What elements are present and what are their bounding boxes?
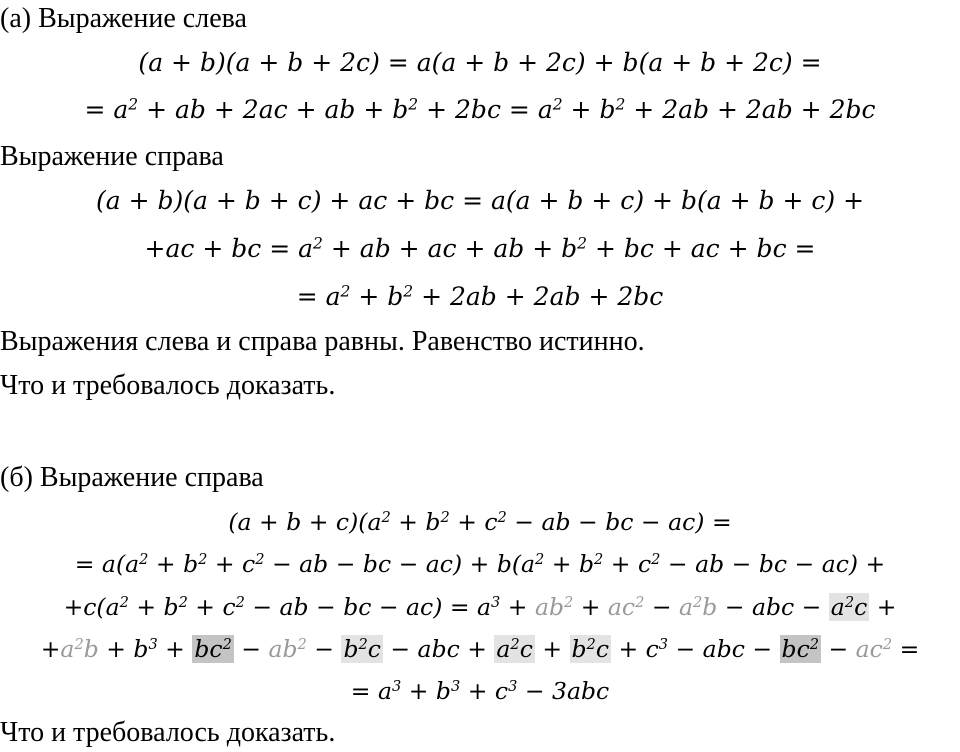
- part-a-qed: Что и требовалось доказать.: [0, 370, 336, 401]
- part-b-line-3: $+c(a^2 + b^2 + c^2$ − ab − bc − $ac) = a^3 + ab^2 + ac^2 - a^2b$ − abc − $a^2c$ +: [63, 593, 897, 621]
- cancelled-term-ac2-2: $ac^2$: [855, 635, 893, 663]
- highlighted-term-b2c: $b^2c$: [343, 635, 381, 663]
- highlighted-term-a2c-2: $a^2c$: [496, 635, 533, 663]
- cancelled-term-ab2: $ab^2$: [534, 593, 574, 621]
- cancelled-term-ab2-2: $ab^2$: [268, 635, 307, 663]
- line-3-prefix: $+c(a^2 + b^2 + c^2$ − ab − bc − $ac) = a^3$ +: [63, 593, 535, 621]
- cancelled-term-ac2: $ac^2$: [607, 593, 645, 621]
- part-a-right-line-1: (a + b)(a + b + c) + ac + bc = a(a + b + c) + b(a + b + c) +: [95, 186, 865, 215]
- part-a-conclusion: Выражения слева и справа равны. Равенство истинно.: [0, 326, 645, 357]
- part-a-left-line-1: (a + b)(a + b + 2c) = a(a + b + 2c) + b(a + b + 2c) =: [138, 48, 822, 77]
- highlighted-term-a2c: $a^2c$: [830, 593, 868, 621]
- part-b-line-1: $(a + b + c)(a^2 + b^2 + c^2$ − ab − bc − ac) =: [228, 508, 732, 536]
- highlighted-term-bc2-2: $bc^2$: [781, 635, 820, 663]
- highlighted-term-bc2: $bc^2$: [194, 635, 232, 663]
- part-b-line-4: $+a^2b + b^3 + bc^2 - ab^2 - b^2c$ − abc + $a^2c + b^2c + c^3$ − abc − $bc^2 - ac^2$ =: [40, 635, 920, 663]
- cancelled-term-a2b-2: $a^2b$: [60, 635, 99, 663]
- part-a-heading: (а) Выражение слева: [0, 3, 247, 34]
- highlighted-term-b2c-2: $b^2c$: [571, 635, 609, 663]
- cancelled-term-a2b: $a^2b$: [678, 593, 718, 621]
- part-a-left-line-2: = $a^2$ + ab + 2ac + ab + $b^2 + 2bc = a^2 + b^2 + 2ab + 2ab + 2bc$: [84, 95, 876, 124]
- part-b-line-5: = $a^3 + b^3 + c^3 - 3abc$: [350, 677, 610, 705]
- part-a-right-heading: Выражение справа: [0, 141, 224, 172]
- part-a-right-line-3: = $a^2 + b^2 + 2ab + 2ab + 2bc$: [296, 282, 664, 311]
- part-b-qed: Что и требовалось доказать.: [0, 717, 336, 748]
- part-b-line-2: = $a(a^2 + b^2 + c^2$ − ab − bc − $ac) + b(a^2 + b^2 + c^2$ − ab − bc − ac) +: [74, 550, 886, 578]
- part-a-right-line-2: +ac + bc = $a^2$ + ab + ac + ab + $b^2$ + bc + ac + bc =: [144, 234, 816, 263]
- part-b-heading: (б) Выражение справа: [0, 462, 264, 493]
